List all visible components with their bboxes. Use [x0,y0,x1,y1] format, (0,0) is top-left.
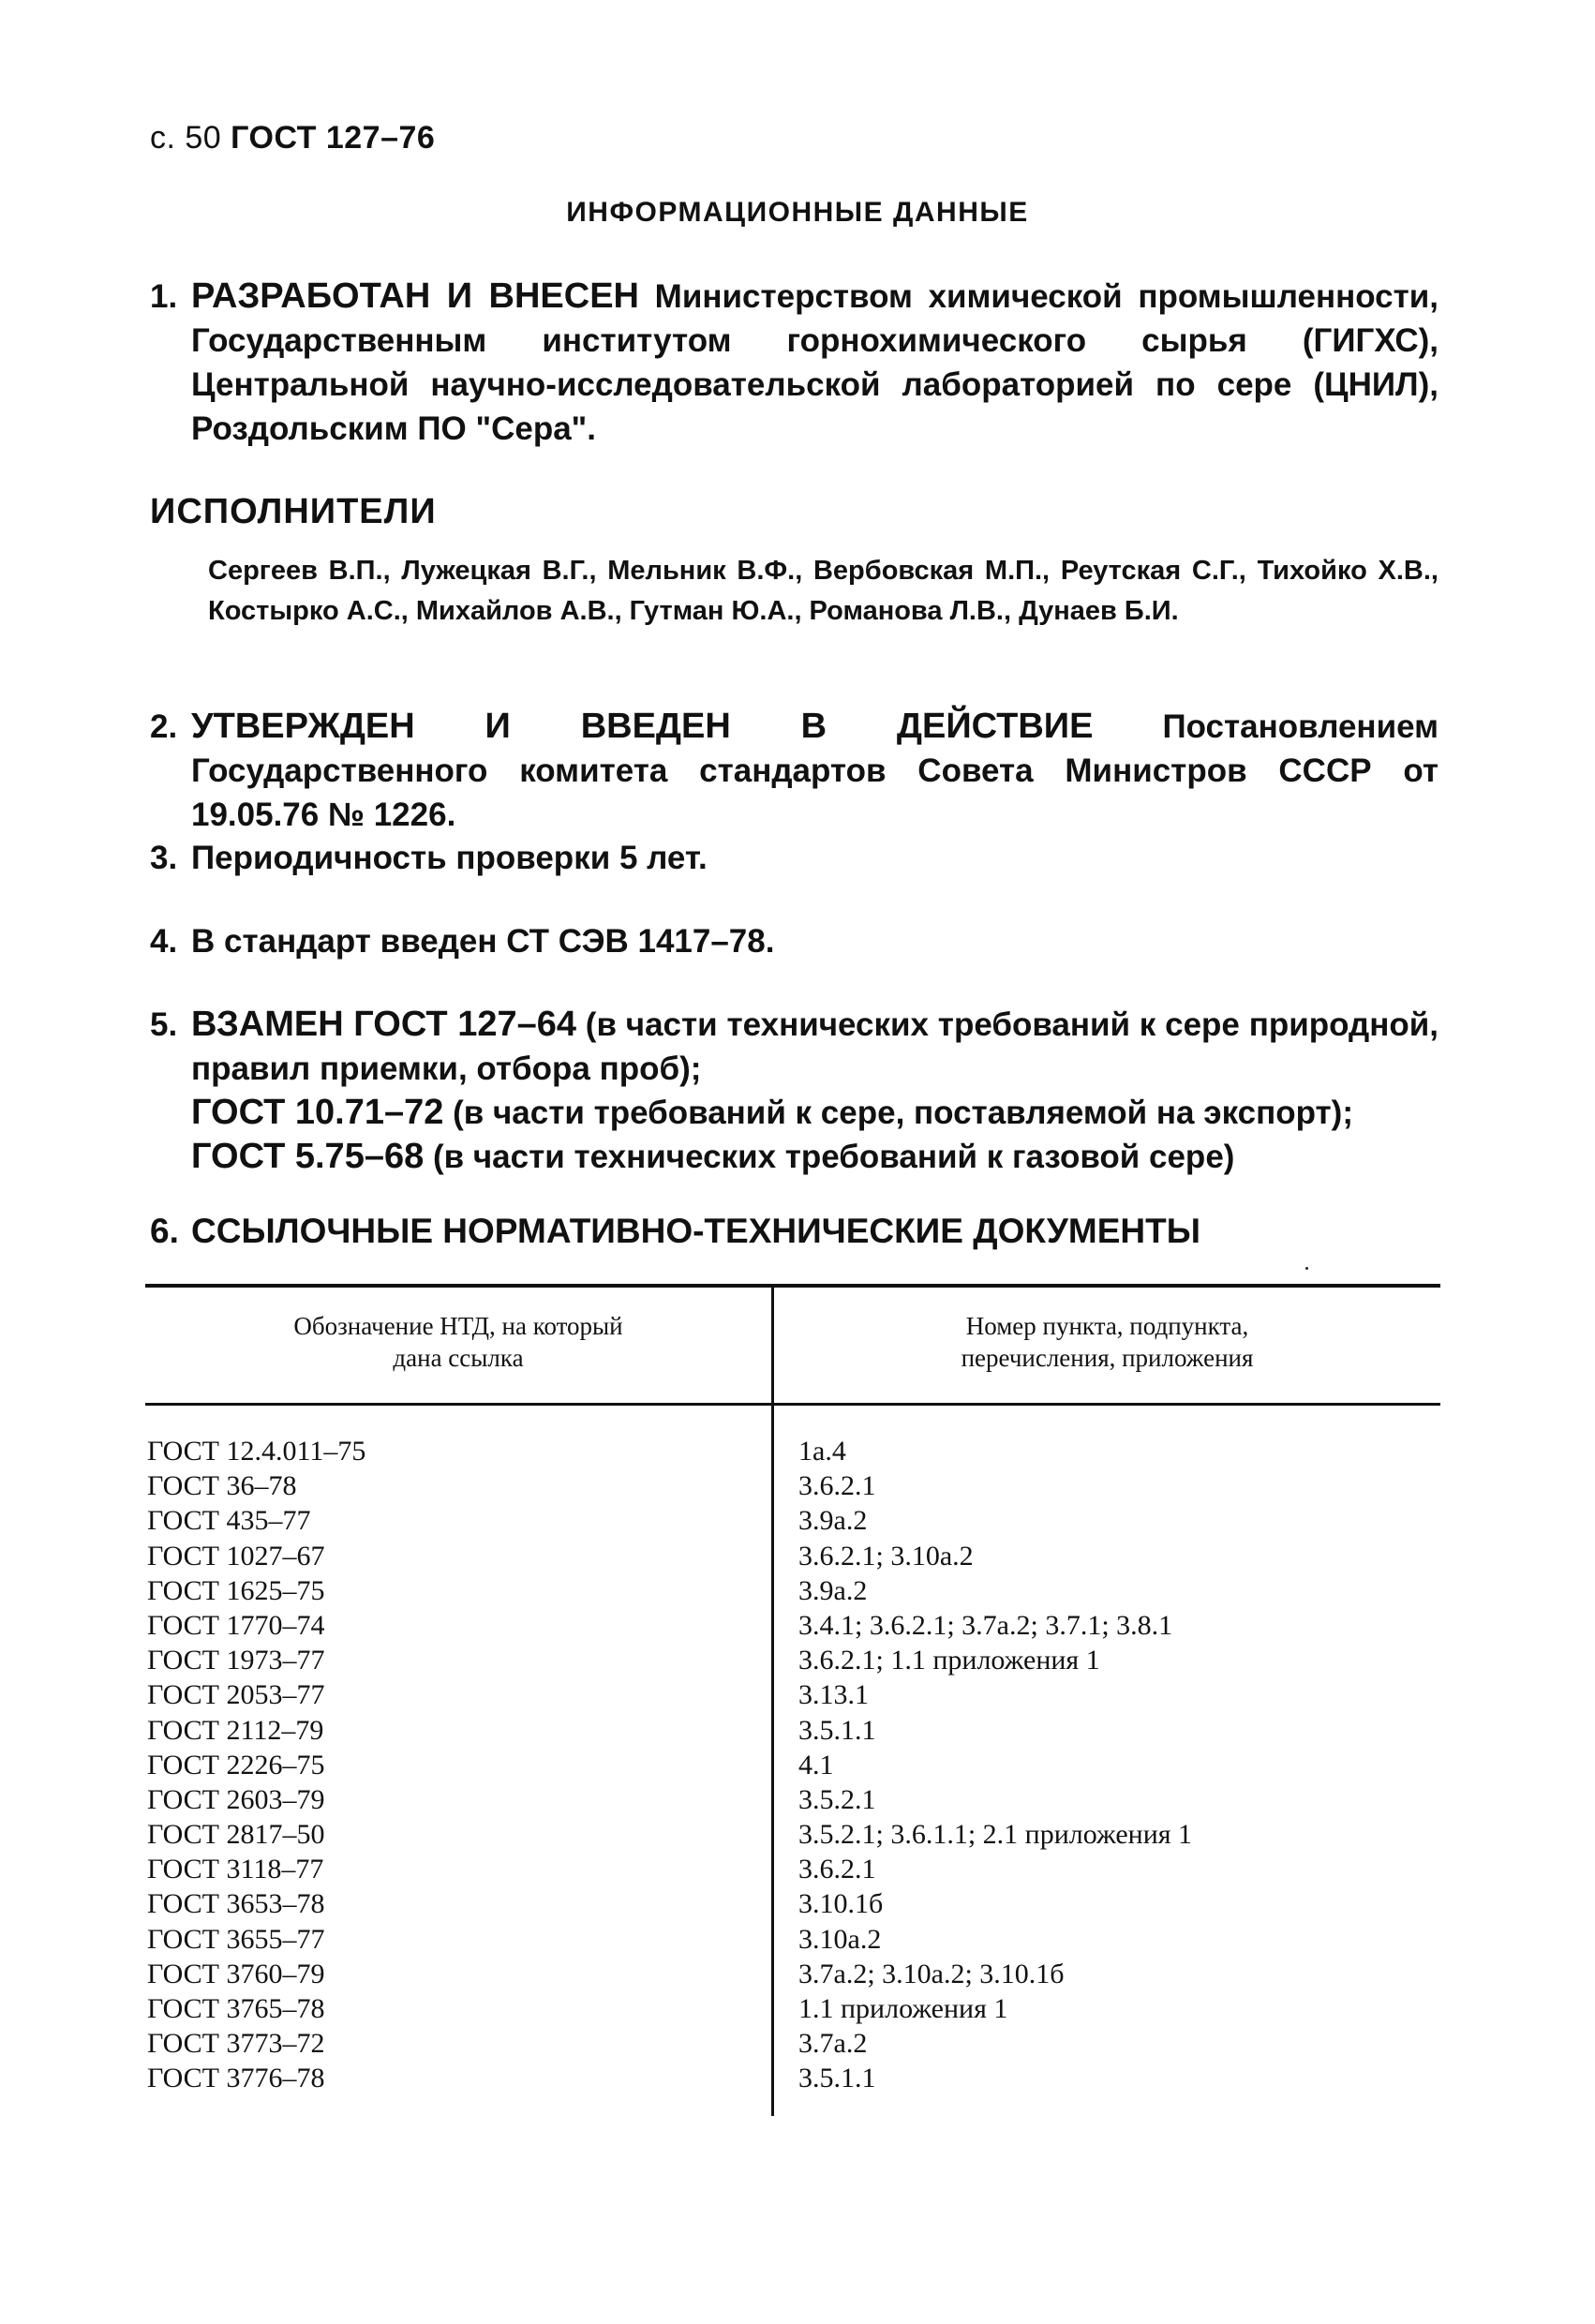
table-header-ref-line1: Номер пункта, подпункта, [965,1312,1249,1340]
item-2-number: 2. [150,708,178,745]
executors-list: Сергеев В.П., Лужецкая В.Г., Мельник В.Ф., Вербовская М.П., Реутская С.Г., Тихойко Х.В., Костырко А.С., Михайлов А.В., Гутман Ю.А., Романова Л.В., Дунаев Б.И. [208,556,1438,626]
ntd-cell: ГОСТ 435–77 [147,1505,311,1537]
ntd-cell: ГОСТ 36–78 [147,1470,297,1502]
ntd-cell: ГОСТ 1770–74 [147,1609,325,1641]
item-1 [150,275,1438,451]
item-1-text: Министерством химической промышленности, Государственным институтом горнохимического сырья (ГИГХС), Центральной научно-исследовательской лабораторией по сере (ЦНИЛ), Роздольским ПО "Сера". [191,278,1439,447]
table-row [145,1539,1440,1573]
item-2-text: Постановлением Государственного комитета стандартов Совета Министров СССР от 19.05.76 № 1226. [191,708,1438,833]
table-top-rule [145,1284,1440,1288]
table-row [145,2061,1440,2095]
ref-cell: 1а.4 [798,1436,846,1467]
ntd-cell: ГОСТ 12.4.011–75 [147,1436,366,1467]
ntd-cell: ГОСТ 2053–77 [147,1679,325,1711]
table-header-ref-line2: перечисления, приложения [961,1344,1254,1372]
table-header-ref [774,1310,1440,1374]
item-5-body [191,1003,1438,1179]
executors-heading: ИСПОЛНИТЕЛИ [150,492,437,531]
item-4 [150,919,1438,963]
ntd-cell: ГОСТ 2226–75 [147,1749,325,1780]
item-5-line2 [191,1091,1438,1135]
table-row [145,1922,1440,1957]
ref-cell: 3.6.2.1 [798,1854,876,1885]
item-5-line1 [191,1003,1438,1091]
table-header-ntd-line1: Обозначение НТД, на который [293,1312,623,1340]
scan-speck [1305,1267,1308,1270]
table-row [145,1468,1440,1503]
table-row [145,2026,1440,2061]
item-4-number: 4. [150,923,178,960]
ref-cell: 1.1 приложения 1 [798,1993,1008,2024]
table-row [145,1782,1440,1817]
table-row [145,1852,1440,1886]
ref-cell: 3.5.1.1 [798,1714,876,1746]
ref-cell: 3.13.1 [798,1679,869,1711]
ntd-cell: ГОСТ 3776–78 [147,2063,325,2094]
table-row [145,1643,1440,1677]
item-5-line3 [191,1135,1438,1179]
ref-cell: 3.10а.2 [798,1923,882,1955]
ref-cell: 3.6.2.1; 3.10а.2 [798,1540,974,1572]
ref-cell: 3.5.2.1 [798,1783,876,1815]
table-header-ntd-line2: дана ссылка [393,1344,524,1372]
ntd-cell: ГОСТ 3760–79 [147,1958,325,1989]
ntd-cell: ГОСТ 1027–67 [147,1540,325,1572]
item-5 [150,1003,1438,1179]
table-row [145,1991,1440,2026]
ref-cell: 3.9а.2 [798,1505,868,1537]
item-2-lead: УТВЕРЖДЕН И ВВЕДЕН В ДЕЙСТВИЕ [191,707,1094,746]
table-body [145,1434,1440,2096]
ntd-cell: ГОСТ 3773–72 [147,2028,325,2060]
ref-cell: 3.7а.2 [798,2028,868,2060]
table-header-rule [145,1403,1440,1406]
item-1-number: 1. [150,278,178,315]
item-5-lead: ВЗАМЕН ГОСТ 127–64 [191,1005,576,1044]
ref-cell: 3.7а.2; 3.10а.2; 3.10.1б [798,1958,1065,1989]
table-row [145,1608,1440,1643]
item-6-text: ССЫЛОЧНЫЕ НОРМАТИВНО-ТЕХНИЧЕСКИЕ ДОКУМЕНТЫ [191,1212,1200,1250]
ntd-cell: ГОСТ 3765–78 [147,1993,325,2024]
ntd-cell: ГОСТ 2112–79 [147,1714,324,1746]
ref-cell: 3.6.2.1; 1.1 приложения 1 [798,1645,1100,1676]
table-header-ntd [145,1310,771,1374]
table-row [145,1886,1440,1921]
item-5-text: (в части технических требований к сере природной, правил приемки, отбора проб); [191,1006,1438,1087]
item-3-text: Периодичность проверки 5 лет. [191,840,708,876]
ref-cell: 3.4.1; 3.6.2.1; 3.7а.2; 3.7.1; 3.8.1 [798,1609,1173,1641]
table-row [145,1573,1440,1608]
item-1-body [191,275,1438,451]
item-3 [150,836,1438,880]
table-row [145,1434,1440,1468]
ref-cell: 3.5.1.1 [798,2063,876,2094]
item-5-line2-text: (в части требований к сере, поставляемой на экспорт); [453,1095,1353,1131]
table-row [145,1748,1440,1782]
item-4-text: В стандарт введен СТ СЭВ 1417–78. [191,923,775,960]
ntd-cell: ГОСТ 3655–77 [147,1923,325,1955]
ref-cell: 3.6.2.1 [798,1470,876,1502]
ref-cell: 3.10.1б [798,1888,884,1920]
item-6-number: 6. [150,1212,179,1250]
document-title: ИНФОРМАЦИОННЫЕ ДАННЫЕ [566,197,1029,228]
item-2 [150,705,1438,837]
item-5-number: 5. [150,1006,178,1043]
item-2-body [191,705,1438,837]
ntd-cell: ГОСТ 1625–75 [147,1574,325,1606]
page-header [150,120,435,156]
item-6 [150,1209,1438,1253]
ntd-cell: ГОСТ 2603–79 [147,1783,325,1815]
item-5-line2-code: ГОСТ 10.71–72 [191,1093,444,1132]
item-5-line3-code: ГОСТ 5.75–68 [191,1137,425,1176]
ntd-cell: ГОСТ 3118–77 [147,1854,324,1885]
ntd-cell: ГОСТ 3653–78 [147,1888,325,1920]
header-standard: ГОСТ 127–76 [231,120,436,156]
ref-cell: 3.5.2.1; 3.6.1.1; 2.1 приложения 1 [798,1819,1193,1851]
table-row [145,1713,1440,1748]
table-row [145,1677,1440,1712]
ref-cell: 4.1 [798,1749,834,1780]
table-row [145,1817,1440,1852]
ref-cell: 3.9а.2 [798,1574,868,1606]
ntd-cell: ГОСТ 2817–50 [147,1819,325,1851]
ntd-cell: ГОСТ 1973–77 [147,1645,325,1676]
item-3-number: 3. [150,840,178,876]
page-number: с. 50 [150,120,222,156]
table-row [145,1957,1440,1991]
table-row [145,1503,1440,1538]
item-1-lead: РАЗРАБОТАН И ВНЕСЕН [191,276,640,316]
item-5-line3-text: (в части технических требований к газовой сере) [432,1139,1235,1175]
